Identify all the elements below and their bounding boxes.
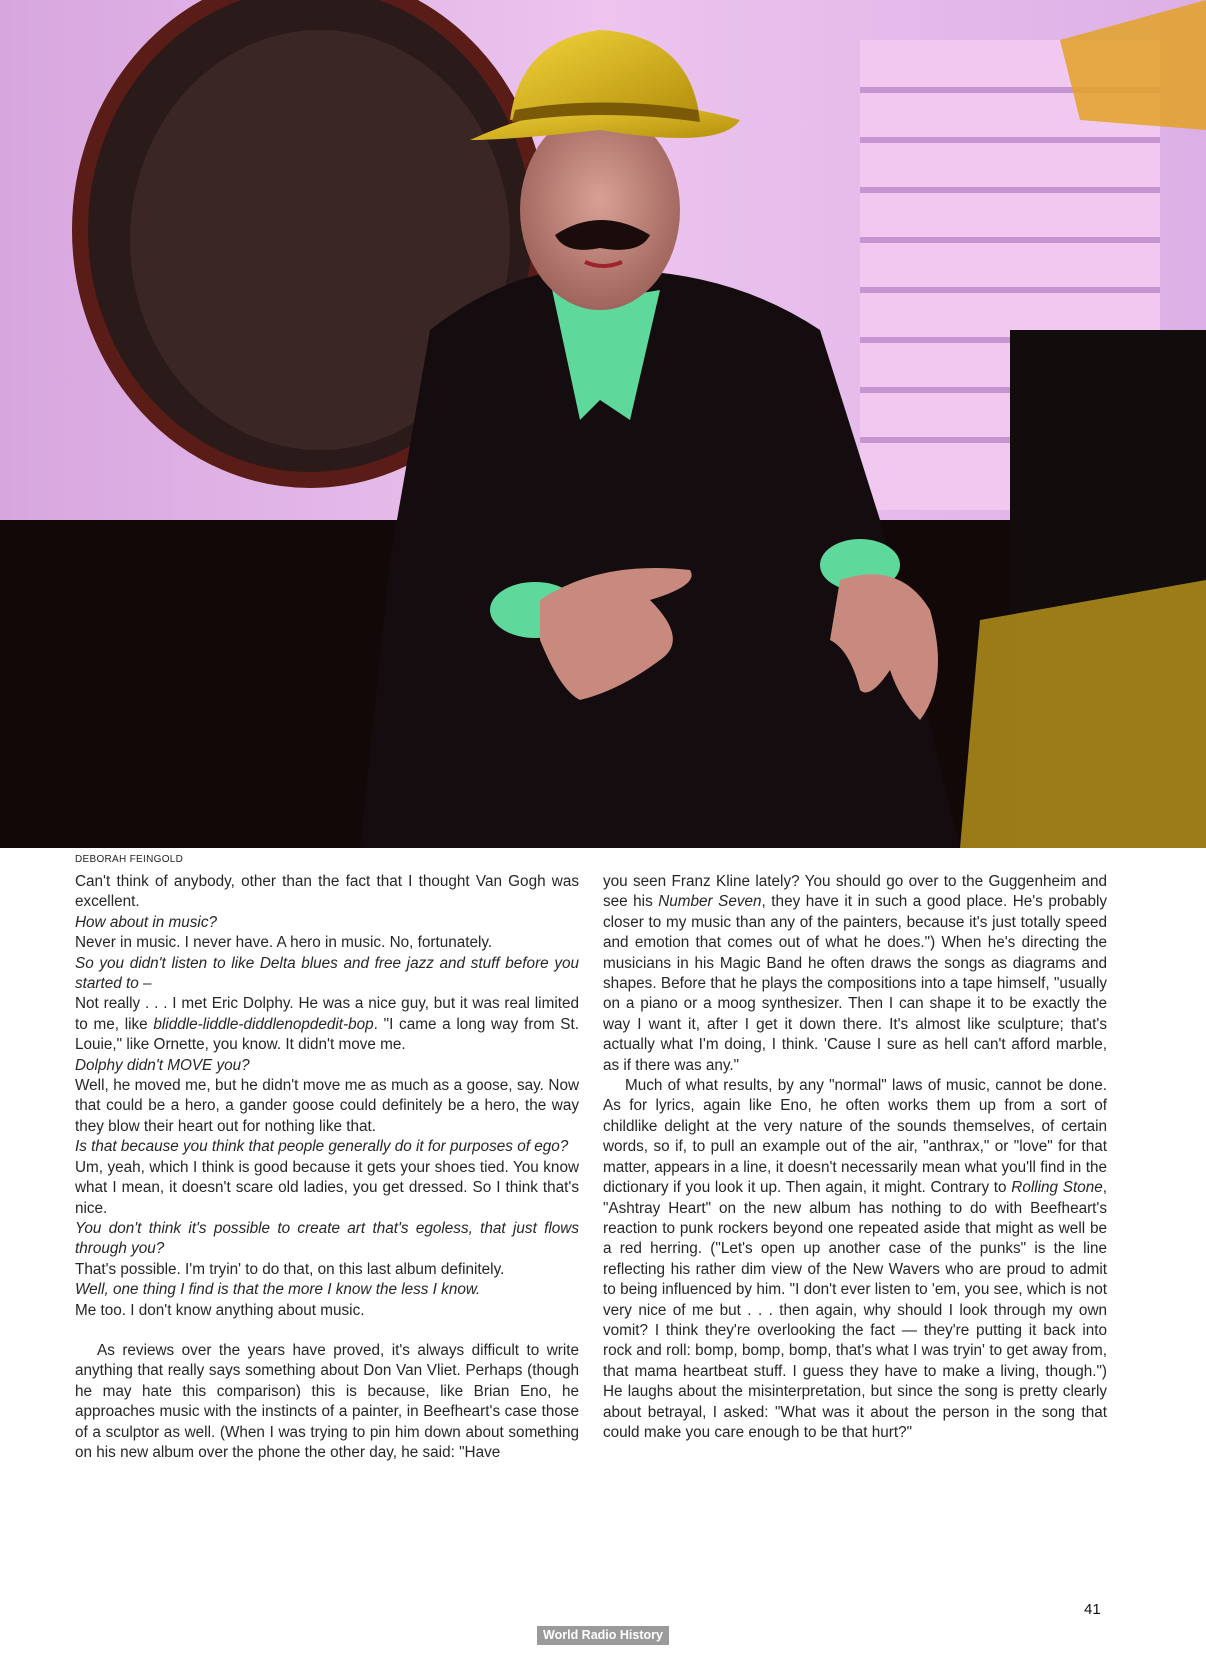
left-column	[75, 872, 579, 1463]
footer-badge: World Radio History	[537, 1626, 669, 1645]
yellow-floor-light	[960, 580, 1206, 848]
left-column-paragraph: Is that because you think that people generally do it for purposes of ego?	[75, 1138, 569, 1156]
left-column-paragraph: Never in music. I never have. A hero in music. No, fortunately.	[75, 934, 493, 952]
left-column-paragraph: You don't think it's possible to create art that's egoless, that just flows through you?	[75, 1219, 579, 1258]
italic-title: Number Seven	[658, 893, 762, 911]
left-column-paragraph: Well, he moved me, but he didn't move me as much as a goose, say. Now that could be a hero, a gander goose could definitely be a hero, the way they blow their heart out for nothing like that.	[75, 1077, 579, 1135]
left-column-paragraph: Well, one thing I find is that the more I know the less I know.	[75, 1281, 481, 1299]
left-column-paragraph: Can't think of anybody, other than the fact that I thought Van Gogh was excellent.	[75, 873, 579, 911]
right-column	[603, 872, 1107, 1443]
right-column-paragraph: Much of what results, by any "normal" laws of music, cannot be done. As for lyrics, again like Eno, he often works them up from a sort of childlike delight at the very nature of the sounds themselves, of certain words, so if, to pull an example out of the air, "anthrax," or "love" for that matter, appears in a line, it doesn't necessarily mean what you'll find in the dictionary if you look it up. Then again, it might. Contrary to Rolling Stone, "Ashtray Heart" on the new album has nothing to do with Beefheart's reaction to punk rockers beyond one repeated aside that might as well be a red herring. ("Let's open up another case of the punks" is the line reflecting his rather dim view of the New Wavers who are proud to admit to being influenced by him. "I don't ever listen to 'em, you see, which is not very nice of me but . . . then again, why should I look through my own vomit? I think they're overlooking the fact — they're putting it back into rock and roll: bomp, bomp, bomp, that's what I was tryin' to get away from, that mama heartbeat stuff. I guess they have to make a living, though.") He laughs about the misinterpretation, but since the song is pretty clearly about betrayal, I asked: "What was it about the person in the song that could make you care enough to be that hurt?"	[603, 1077, 1107, 1441]
left-column-paragraph: How about in music?	[75, 913, 217, 931]
left-column-paragraph: Dolphy didn't MOVE you?	[75, 1056, 250, 1074]
italic-title: bliddle-liddle-diddlenopdedit-bop	[153, 1015, 374, 1033]
left-column-paragraph: So you didn't listen to like Delta blues and free jazz and stuff before you started to –	[75, 954, 579, 993]
left-column-paragraph: Um, yeah, which I think is good because it gets your shoes tied. You know what I mean, it doesn't scare old ladies, you get dressed. So I think that's nice.	[75, 1158, 579, 1217]
man-face	[520, 110, 680, 310]
left-column-paragraph: That's possible. I'm tryin' to do that, on this last album definitely.	[75, 1260, 505, 1278]
page-number: 41	[1084, 1601, 1101, 1618]
right-column-paragraph: you seen Franz Kline lately? You should go over to the Guggenheim and see his Number Seven, they have it in such a good place. He's probably closer to my music than any of the painters, because it's just totally speed and emotion that comes out of what he does.") When he's directing the musicians in his Magic Band he often draws the songs as diagrams and shapes. Before that he plays the compositions into a tape himself, "usually on a piano or a moog synthesizer. Then I can shape it to be exactly the way I want it, after I get it down there. It's almost like sculpture; that's actually what I'm doing, I think. 'Cause I sure as hell can't afford marble, as if there was any."	[603, 873, 1108, 1074]
photo-credit: DEBORAH FEINGOLD	[75, 854, 184, 865]
left-column-paragraph: Me too. I don't know anything about music.	[75, 1301, 365, 1319]
left-column-paragraph: As reviews over the years have proved, it's always difficult to write anything that really says something about Don Van Vliet. Perhaps (though he may hate this comparison) this is because, like Brian Eno, he approaches music with the instincts of a painter, in Beefheart's case those of a sculptor as well. (When I was trying to pin him down about something on his new album over the phone the other day, he said: "Have	[75, 1341, 579, 1461]
italic-title: Rolling Stone	[1011, 1179, 1103, 1197]
left-column-paragraph: Not really . . . I met Eric Dolphy. He was a nice guy, but it was real limited to me, like bliddle-liddle-diddlenopdedit-bop. "I came a long way from St. Louie," like Ornette, you know. It didn't move me.	[75, 995, 579, 1054]
